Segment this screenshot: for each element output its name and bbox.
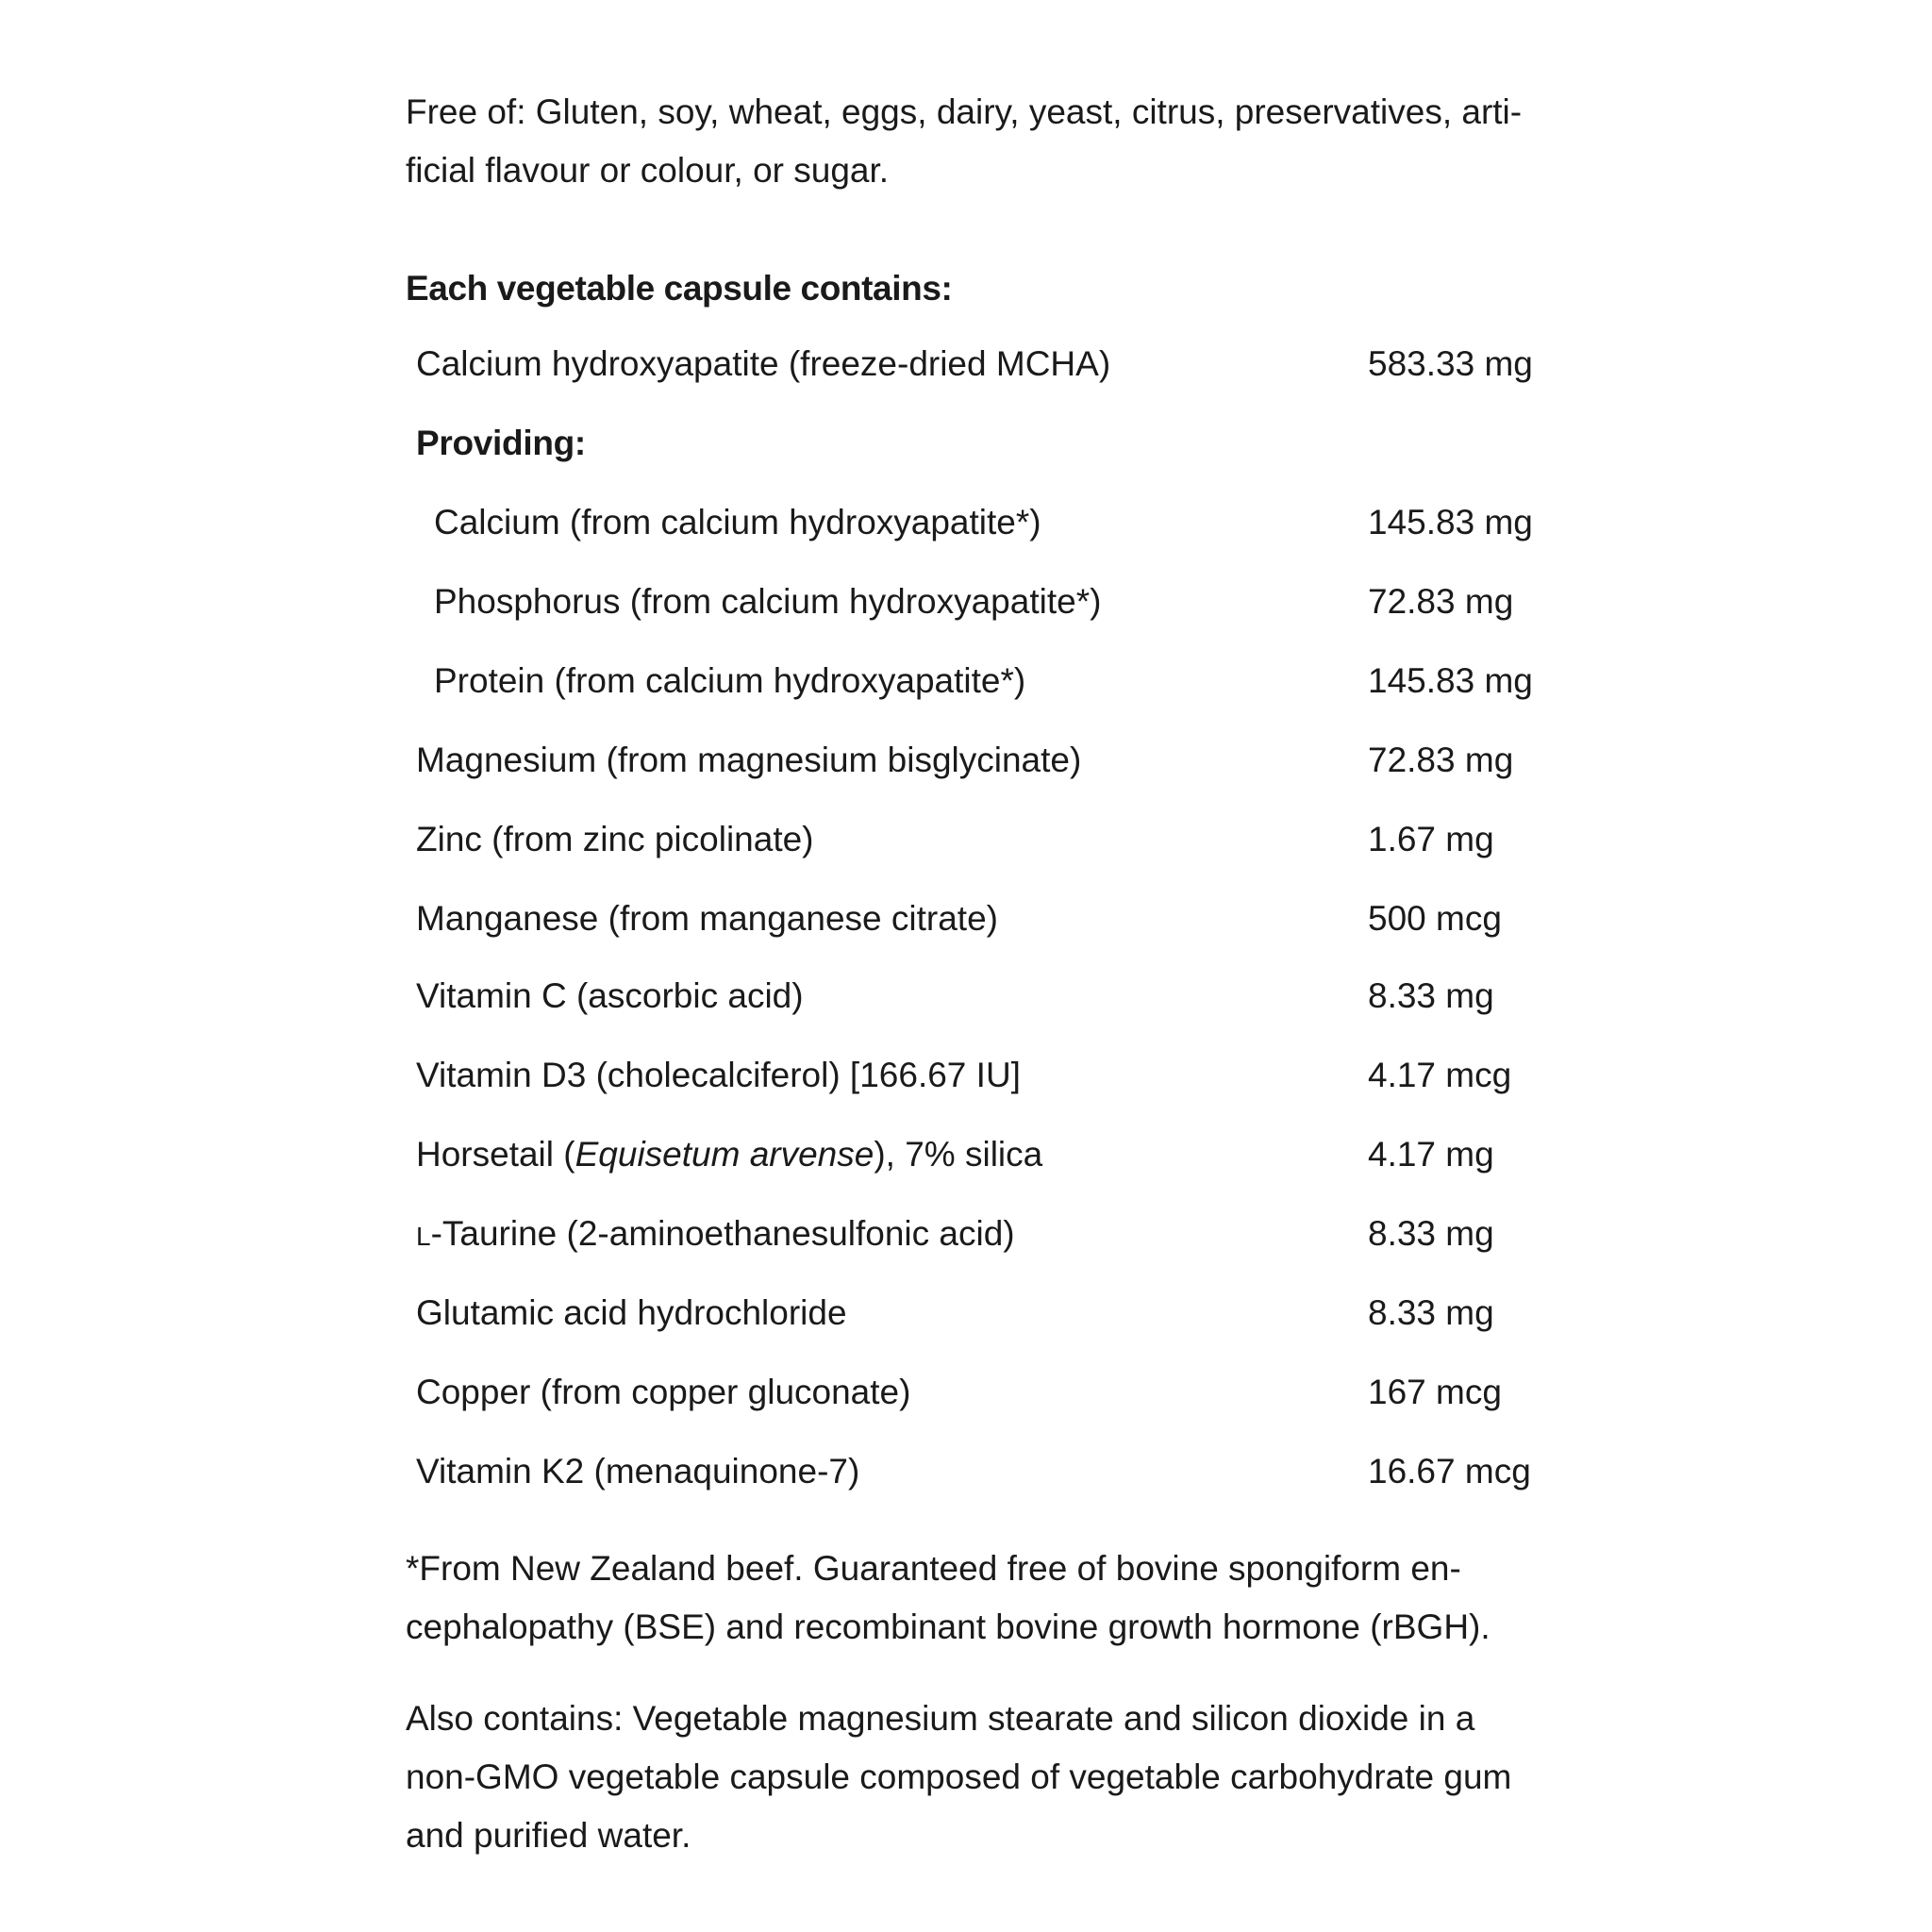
ingredient-amount: 500 mcg [1368,899,1502,938]
capsule-contents-heading: Each vegetable capsule contains: [406,269,953,308]
providing-label-row [0,414,1932,473]
ingredient-row [0,967,1932,1025]
ingredient-amount: 72.83 mg [1368,582,1514,621]
ingredient-name: Vitamin C (ascorbic acid) [416,976,804,1015]
ingredient-name-part: -Taurine (2-aminoethanesulfonic acid) [430,1214,1015,1253]
ingredient-row [0,810,1932,869]
also-contains-line: non-GMO vegetable capsule composed of vegetable carbohydrate gum [406,1757,1512,1796]
ingredient-row [0,1363,1932,1422]
footnote-line: *From New Zealand beef. Guaranteed free of bovine spongiform en- [406,1549,1461,1588]
also-contains-line: Also contains: Vegetable magnesium stearate and silicon dioxide in a [406,1699,1475,1738]
ingredient-amount: 4.17 mcg [1368,1056,1512,1094]
ingredient-amount: 16.67 mcg [1368,1452,1531,1491]
ingredient-row [0,1284,1932,1342]
ingredient-name: Vitamin K2 (menaquinone-7) [416,1452,860,1491]
ingredient-name: Manganese (from manganese citrate) [416,899,998,938]
ingredient-latin-name: Equisetum arvense [575,1135,874,1174]
ingredient-row [0,335,1932,393]
free-of-line: ficial flavour or colour, or sugar. [406,151,890,190]
ingredient-amount: 4.17 mg [1368,1135,1494,1174]
also-contains-line: and purified water. [406,1816,691,1855]
ingredient-name: Copper (from copper gluconate) [416,1373,911,1411]
ingredient-name: Zinc (from zinc picolinate) [416,820,814,858]
ingredient-row [0,493,1932,552]
ingredient-name: Vitamin D3 (cholecalciferol) [166.67 IU] [416,1056,1021,1094]
ingredient-row [0,1205,1932,1263]
free-of-paragraph [406,83,1594,200]
ingredient-row [0,890,1932,948]
ingredient-amount: 145.83 mg [1368,661,1533,700]
ingredient-amount: 8.33 mg [1368,976,1494,1015]
ingredient-name: Magnesium (from magnesium bisglycinate) [416,741,1082,779]
ingredient-name-smallcap: L [416,1222,431,1251]
ingredient-row [0,1046,1932,1105]
providing-label: Providing: [416,424,586,462]
ingredient-name [416,1125,1042,1184]
ingredient-row [0,731,1932,790]
free-of-line: Free of: Gluten, soy, wheat, eggs, dairy, yeast, citrus, preservatives, arti- [406,92,1523,131]
ingredient-name: Calcium (from calcium hydroxyapatite*) [434,503,1041,541]
ingredient-row [0,1125,1932,1184]
footnote-line: cephalopathy (BSE) and recombinant bovine growth hormone (rBGH). [406,1607,1491,1646]
ingredient-name: Protein (from calcium hydroxyapatite*) [434,661,1026,700]
ingredient-row [0,573,1932,631]
ingredient-name: Glutamic acid hydrochloride [416,1293,847,1332]
ingredient-amount: 1.67 mg [1368,820,1494,858]
ingredient-amount: 167 mcg [1368,1373,1502,1411]
also-contains-paragraph [406,1690,1594,1865]
ingredient-amount: 583.33 mg [1368,344,1533,383]
footnote-paragraph [406,1540,1594,1657]
ingredient-name: Phosphorus (from calcium hydroxyapatite*) [434,582,1102,621]
ingredient-name-part: Horsetail ( [416,1135,575,1174]
ingredient-row [0,652,1932,710]
ingredient-name: Calcium hydroxyapatite (freeze-dried MCHA) [416,344,1111,383]
ingredient-amount: 8.33 mg [1368,1214,1494,1253]
ingredient-row [0,1442,1932,1501]
ingredient-name [416,1205,1015,1266]
ingredient-name-part: ), 7% silica [874,1135,1043,1174]
ingredient-amount: 72.83 mg [1368,741,1514,779]
ingredient-amount: 145.83 mg [1368,503,1533,541]
ingredient-amount: 8.33 mg [1368,1293,1494,1332]
